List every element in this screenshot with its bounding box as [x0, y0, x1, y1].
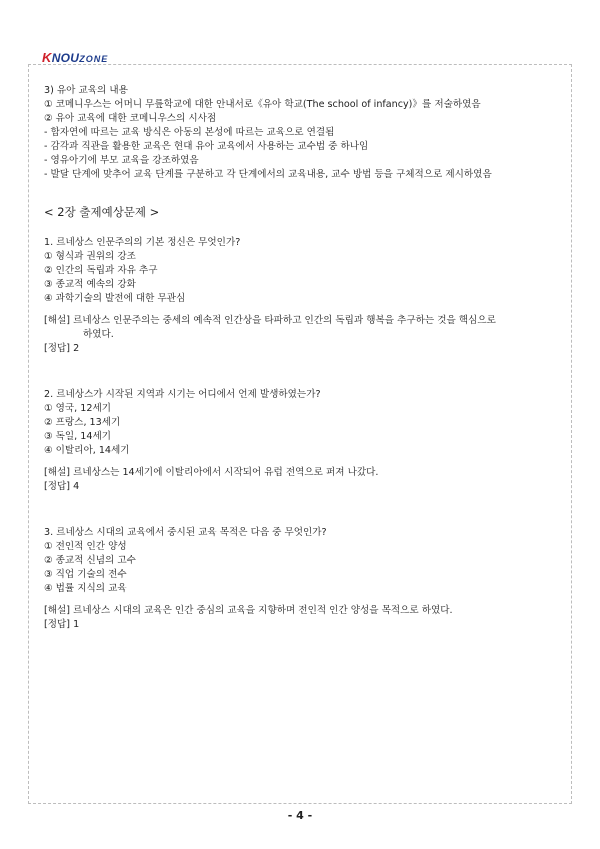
logo-zone: ZONE: [79, 54, 109, 64]
logo-k: K: [42, 50, 52, 65]
intro-line-2: ② 유아 교육에 대한 코메니우스의 시사점: [44, 113, 217, 124]
answer-option: ③ 독일, 14세기: [44, 431, 112, 442]
explanation-text: [해설] 르네상스 인문주의는 중세의 예속적 인간상을 타파하고 인간의 독립과 행복을 추구하는 것을 핵심으로: [44, 315, 496, 326]
intro-line-1: ① 코메니우스는 어머니 무릎학교에 대한 안내서로《유아 학교(The school of infancy)》를 저술하였음: [44, 99, 481, 110]
intro-bullet: - 감각과 직관을 활용한 교육은 현대 유아 교육에서 사용하는 교수법 중 하나임: [44, 141, 369, 152]
page-content: [44, 84, 564, 632]
explanation-text: [해설] 르네상스 시대의 교육은 인간 중심의 교육을 지향하며 전인적 인간 양성을 목적으로 하였다.: [44, 605, 453, 616]
answer-option: ③ 직업 기술의 전수: [44, 569, 127, 580]
section-heading: < 2장 출제예상문제 >: [44, 205, 160, 219]
intro-bullet: - 발달 단계에 맞추어 교육 단계를 구분하고 각 단계에서의 교육내용, 교수 방법 등을 구체적으로 제시하였음: [44, 169, 492, 180]
correct-answer: [정답] 2: [44, 343, 80, 354]
answer-option: ② 프랑스, 13세기: [44, 417, 121, 428]
answer-option: ④ 과학기술의 발전에 대한 무관심: [44, 293, 186, 304]
answer-option: ① 형식과 권위의 강조: [44, 251, 136, 262]
correct-answer: [정답] 4: [44, 481, 80, 492]
page-number: - 4 -: [287, 809, 313, 822]
logo-nou: NOU: [51, 51, 80, 65]
question-text: 1. 르네상스 인문주의의 기본 정신은 무엇인가?: [44, 237, 241, 248]
explanation-text-continued: 하였다.: [83, 329, 114, 340]
correct-answer: [정답] 1: [44, 619, 80, 630]
intro-bullet: - 합자연에 따르는 교육 방식은 아동의 본성에 따르는 교육으로 연결됨: [44, 127, 335, 138]
question-text: 2. 르네상스가 시작된 지역과 시기는 어디에서 언제 발생하였는가?: [44, 389, 321, 400]
answer-option: ① 영국, 12세기: [44, 403, 112, 414]
question-text: 3. 르네상스 시대의 교육에서 중시된 교육 목적은 다음 중 무엇인가?: [44, 527, 327, 538]
answer-option: ④ 법률 지식의 교육: [44, 583, 127, 594]
explanation-text: [해설] 르네상스는 14세기에 이탈리아에서 시작되어 유럽 전역으로 퍼져 나갔다.: [44, 467, 379, 478]
answer-option: ④ 이탈리아, 14세기: [44, 445, 130, 456]
answer-option: ① 전인적 인간 양성: [44, 541, 127, 552]
answer-option: ③ 종교적 예속의 강화: [44, 279, 136, 290]
answer-option: ② 인간의 독립과 자유 추구: [44, 265, 158, 276]
intro-bullet: - 영유아기에 부모 교육을 강조하였음: [44, 155, 199, 166]
intro-title: 3) 유아 교육의 내용: [44, 85, 128, 96]
answer-option: ② 종교적 신념의 고수: [44, 555, 136, 566]
knouzone-logo: [42, 50, 108, 65]
